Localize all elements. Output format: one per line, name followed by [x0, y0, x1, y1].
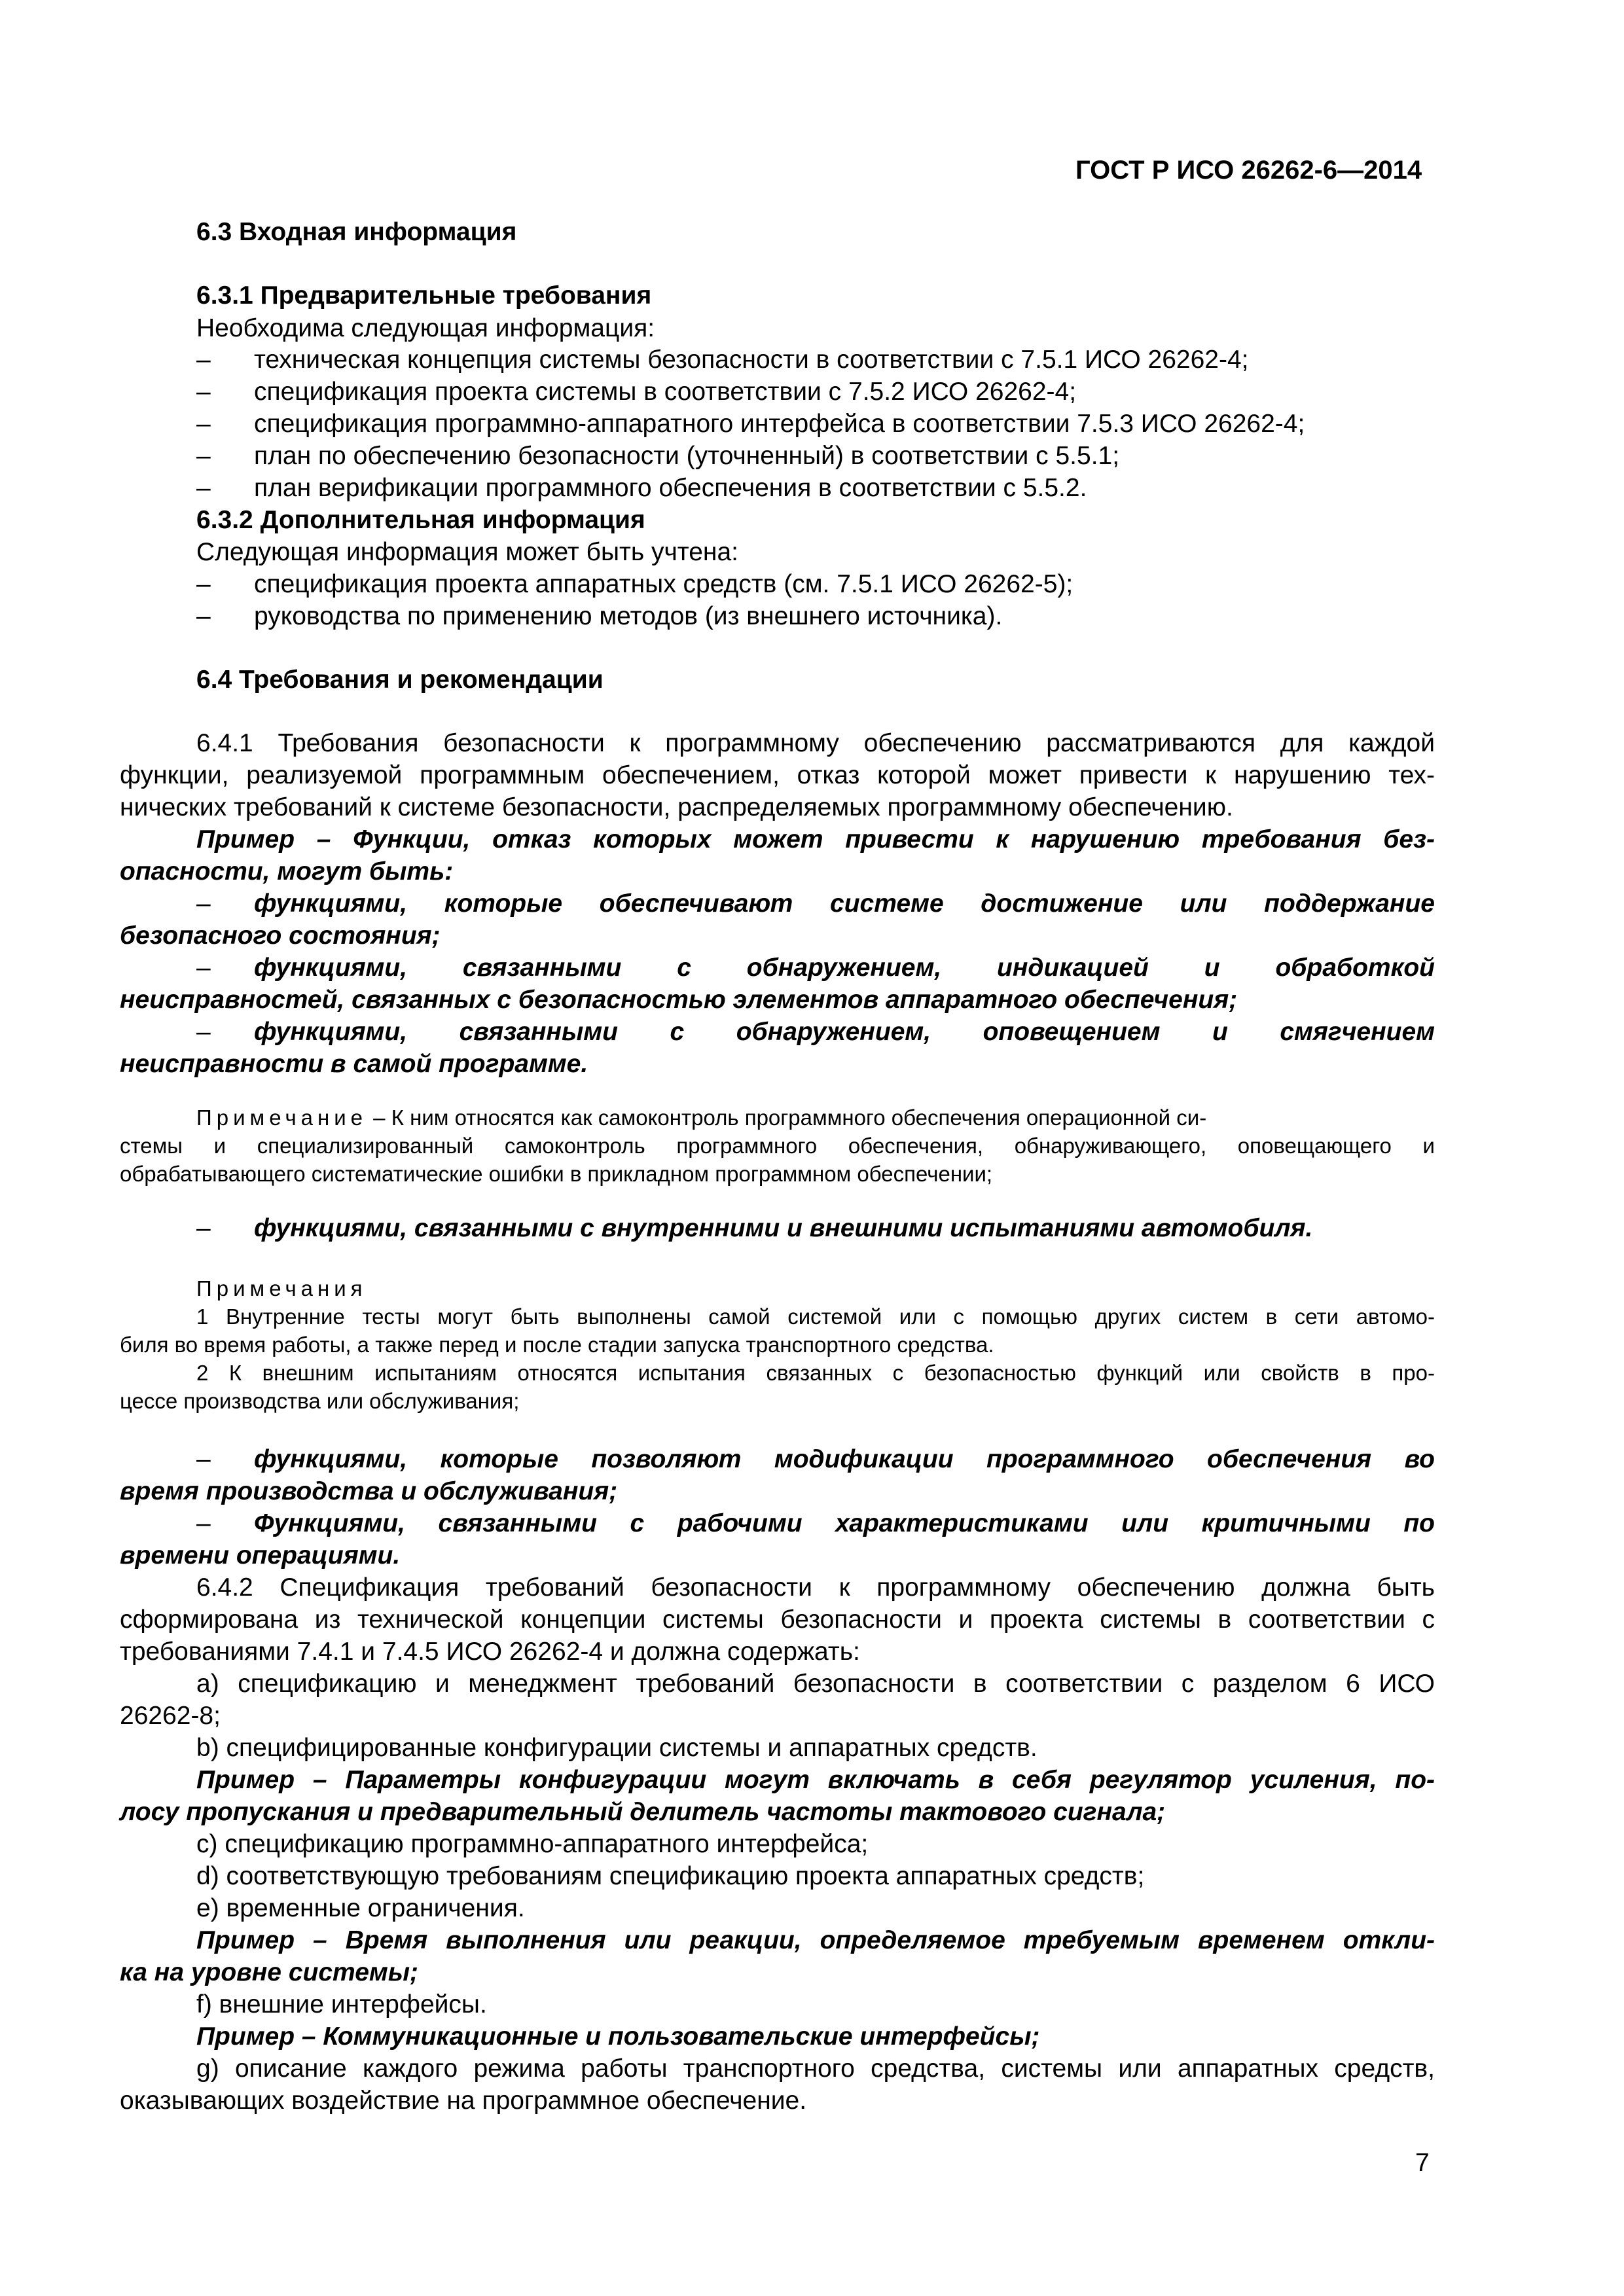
paragraph-line: 6.4.2 Спецификация требований безопасности к программному обеспечению должна быть [196, 1573, 1435, 1602]
list-item: план по обеспечению безопасности (уточненный) в соответствии с 5.5.1; [254, 442, 1120, 470]
example-item-cont: неисправностей, связанных с безопасностью элементов аппаратного обеспечения; [120, 986, 1238, 1014]
list-dash: – [196, 1214, 211, 1242]
list-item-f: f) внешние интерфейсы. [196, 1990, 487, 2018]
list-item: спецификация проекта аппаратных средств (см. 7.5.1 ИСО 26262-5); [254, 570, 1074, 598]
example-item-cont: неисправности в самой программе. [120, 1050, 588, 1078]
section-6-3-2-intro: Следующая информация может быть учтена: [196, 538, 738, 566]
note-line [196, 1105, 1435, 1130]
list-item: план верификации программного обеспечения в соответствии с 5.5.2. [254, 474, 1087, 502]
example-line: опасности, могут быть: [120, 857, 454, 886]
example-item: функциями, связанными с обнаружением, индикацией и обработкой [254, 954, 1435, 982]
example-line: Пример – Коммуникационные и пользовательские интерфейсы; [196, 2022, 1040, 2051]
section-6-3-2-title: 6.3.2 Дополнительная информация [196, 506, 645, 534]
list-item: техническая концепция системы безопасности в соответствии с 7.5.1 ИСО 26262-4; [254, 346, 1249, 374]
list-dash: – [196, 602, 211, 630]
note-line: стемы и специализированный самоконтроль программного обеспечения, обнаруживающего, оповещающего и [120, 1134, 1435, 1158]
list-dash: – [196, 1445, 211, 1473]
note-text: – К ним относятся как самоконтроль программного обеспечения операционной си- [367, 1105, 1207, 1130]
list-dash: – [196, 474, 211, 502]
note-line: 1 Внутренние тесты могут быть выполнены самой системой или с помощью других систем в сети автомо- [196, 1304, 1435, 1329]
note-label: Примечание [196, 1105, 368, 1130]
section-6-3-1-title: 6.3.1 Предварительные требования [196, 281, 652, 310]
example-item: функциями, связанными с внутренними и внешними испытаниями автомобиля. [254, 1214, 1313, 1242]
document-id: ГОСТ Р ИСО 26262-6—2014 [1075, 156, 1422, 185]
list-item-c: с) спецификацию программно-аппаратного интерфейса; [196, 1830, 869, 1858]
list-dash: – [196, 410, 211, 438]
list-item-g: g) описание каждого режима работы транспортного средства, системы или аппаратных средств, [196, 2054, 1435, 2083]
list-dash: – [196, 1509, 211, 1537]
page-number: 7 [1415, 2149, 1430, 2177]
list-item: руководства по применению методов (из внешнего источника). [254, 602, 1003, 630]
list-item-b: b) специфицированные конфигурации системы и аппаратных средств. [196, 1734, 1038, 1762]
example-item-cont: время производства и обслуживания; [120, 1477, 618, 1505]
list-dash: – [196, 954, 211, 982]
list-dash: – [196, 378, 211, 406]
list-item-a: а) спецификацию и менеджмент требований безопасности в соответствии с разделом 6 ИСО [196, 1670, 1435, 1698]
list-item-a-cont: 26262-8; [120, 1702, 221, 1730]
list-dash: – [196, 442, 211, 470]
example-line: ка на уровне системы; [120, 1958, 419, 1986]
section-6-3-title: 6.3 Входная информация [196, 218, 517, 246]
list-dash: – [196, 346, 211, 374]
section-6-3-1-intro: Необходима следующая информация: [196, 314, 655, 342]
list-dash: – [196, 1018, 211, 1046]
list-item-g-cont: оказывающих воздействие на программное обеспечение. [120, 2087, 807, 2115]
note-line: обрабатывающего систематические ошибки в прикладном программном обеспечении; [120, 1162, 993, 1186]
paragraph-line: сформирована из технической концепции системы безопасности и проекта системы в соответствии с [120, 1605, 1435, 1634]
list-dash: – [196, 570, 211, 598]
example-item: функциями, которые позволяют модификации программного обеспечения во [254, 1445, 1435, 1473]
example-line: Пример – Параметры конфигурации могут включать в себя регулятор усиления, по- [196, 1766, 1435, 1794]
example-item: Функциями, связанными с рабочими характеристиками или критичными по [254, 1509, 1435, 1537]
list-item-e: е) временные ограничения. [196, 1894, 525, 1922]
example-item: функциями, которые обеспечивают системе достижение или поддержание [254, 889, 1435, 918]
example-item: функциями, связанными с обнаружением, оповещением и смягчением [254, 1018, 1435, 1046]
list-dash: – [196, 889, 211, 918]
note-line: биля во время работы, а также перед и после стадии запуска транспортного средства. [120, 1333, 994, 1357]
example-line: Пример – Время выполнения или реакции, определяемое требуемым временем откли- [196, 1926, 1435, 1954]
notes-label: Примечания [196, 1276, 367, 1300]
example-line: Пример – Функции, отказ которых может привести к нарушению требования без- [196, 825, 1435, 853]
paragraph-line: требованиями 7.4.1 и 7.4.5 ИСО 26262-4 и должна содержать: [120, 1638, 860, 1666]
paragraph-line: 6.4.1 Требования безопасности к программному обеспечению рассматриваются для каждой [196, 729, 1435, 757]
paragraph-line: функции, реализуемой программным обеспечением, отказ которой может привести к нарушению тех- [120, 761, 1435, 789]
list-item-d: d) соответствующую требованиям спецификацию проекта аппаратных средств; [196, 1862, 1145, 1890]
note-line: 2 К внешним испытаниям относятся испытания связанных с безопасностью функций или свойств в про- [196, 1361, 1435, 1385]
paragraph-line: нических требований к системе безопасности, распределяемых программному обеспечению. [120, 793, 1233, 821]
example-item-cont: времени операциями. [120, 1541, 401, 1570]
section-6-4-title: 6.4 Требования и рекомендации [196, 666, 604, 694]
example-line: лосу пропускания и предварительный делитель частоты тактового сигнала; [120, 1798, 1166, 1826]
example-item-cont: безопасного состояния; [120, 922, 441, 950]
list-item: спецификация проекта системы в соответствии с 7.5.2 ИСО 26262-4; [254, 378, 1077, 406]
list-item: спецификация программно-аппаратного интерфейса в соответствии 7.5.3 ИСО 26262-4; [254, 410, 1305, 438]
note-line: цессе производства или обслуживания; [120, 1389, 520, 1413]
